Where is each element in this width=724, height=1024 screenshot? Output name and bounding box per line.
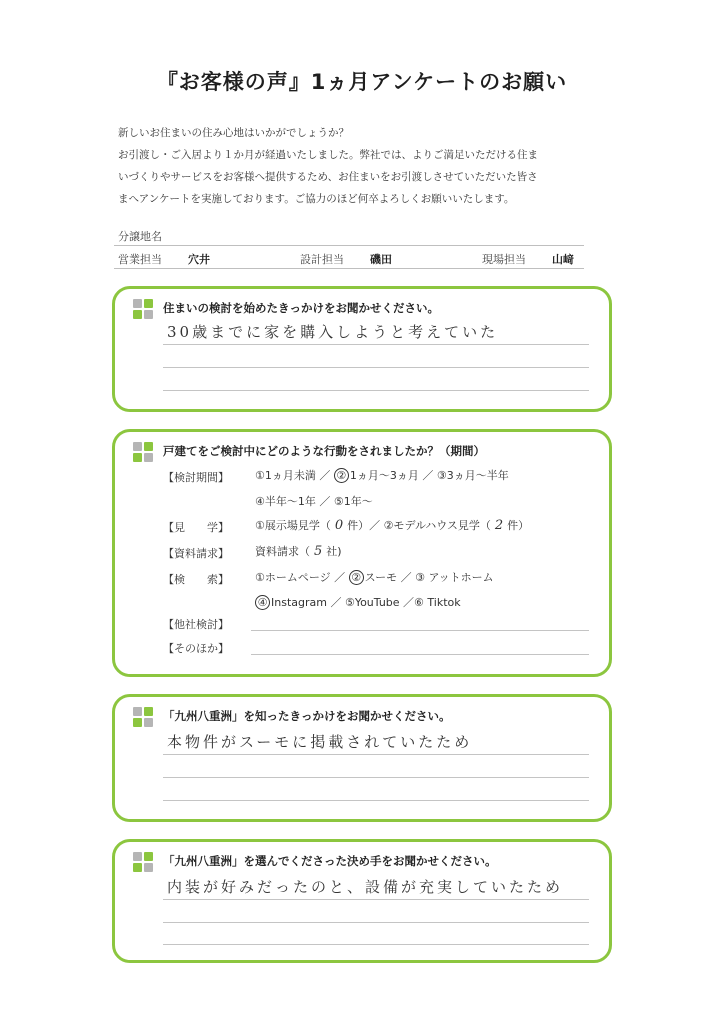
bullet-icon: [133, 299, 153, 319]
site-value: 山﨑: [552, 253, 574, 266]
visit-options: [255, 517, 529, 533]
handwritten-count: 5: [314, 544, 323, 559]
bullet-icon: [133, 707, 153, 727]
period-options-2: ④半年〜1年 ／ ⑤1年〜: [255, 495, 373, 508]
option-text: ①1ヵ月未満 ／: [255, 469, 331, 482]
answer-line: [163, 922, 589, 923]
circled-mark: ②: [349, 570, 364, 585]
answer-line: [163, 754, 589, 755]
materials-options: [255, 543, 342, 559]
visit-label: 【見 学】: [163, 521, 229, 534]
answer-line: [251, 654, 589, 655]
answer-line: [251, 630, 589, 631]
answer-line: [163, 777, 589, 778]
circled-mark: ④: [255, 595, 270, 610]
question-text: 戸建てをご検討中にどのような行動をされましたか？（期間）: [163, 444, 485, 458]
intro-line: いづくりやサービスをお客様へ提供するため、お住まいをお引渡しさせていただいた皆さ: [118, 171, 538, 183]
divider: [114, 268, 584, 269]
subdivision-label: 分譲地名: [118, 230, 162, 243]
option-text: 件）: [507, 519, 530, 532]
bullet-icon: [133, 852, 153, 872]
answer-line: [163, 899, 589, 900]
intro-line: お引渡し・ご入居より１か月が経過いたしました。弊社では、よりご満足いただける住ま: [118, 149, 538, 161]
handwritten-count: 2: [494, 518, 504, 533]
option-text: スーモ ／ ③ アットホーム: [364, 571, 494, 584]
design-label: 設計担当: [300, 253, 344, 266]
answer-line: [163, 367, 589, 368]
handwritten-count: 0: [334, 518, 344, 533]
handwritten-answer: 30歳までに家を購入しようと考えていた: [167, 323, 499, 341]
period-label: 【検討期間】: [163, 471, 229, 484]
option-text: 社): [326, 545, 342, 558]
question-text: 住まいの検討を始めたきっかけをお聞かせください。: [163, 301, 439, 315]
intro-line: 新しいお住まいの住み心地はいかがでしょうか？: [118, 127, 349, 139]
option-text: 件）／ ②モデルハウス見学（: [347, 519, 491, 532]
answer-line: [163, 390, 589, 391]
intro-text: [118, 122, 618, 210]
search-label: 【検 索】: [163, 573, 229, 586]
sales-label: 営業担当: [118, 253, 162, 266]
answer-line: [163, 344, 589, 345]
search-options-2: [255, 594, 461, 610]
handwritten-answer: 本物件がスーモに掲載されていたため: [167, 733, 473, 751]
bullet-icon: [133, 442, 153, 462]
option-text: 資料請求（: [255, 545, 310, 558]
question-text: 「九州八重洲」を知ったきっかけをお聞かせください。: [163, 709, 451, 723]
question-box-3: [112, 694, 612, 822]
question-box-2: [112, 429, 612, 677]
other-label: 【そのほか】: [163, 642, 229, 655]
sales-value: 穴井: [188, 253, 210, 266]
question-box-4: [112, 839, 612, 963]
site-label: 現場担当: [482, 253, 526, 266]
question-box-1: [112, 286, 612, 412]
period-options: [255, 467, 509, 483]
option-text: ①展示場見学（: [255, 519, 331, 532]
other-company-label: 【他社検討】: [163, 618, 229, 631]
handwritten-answer: 内装が好みだったのと、設備が充実していたため: [167, 878, 564, 896]
design-value: 磯田: [370, 253, 392, 266]
materials-label: 【資料請求】: [163, 547, 229, 560]
question-text: 「九州八重洲」を選んでくださった決め手をお聞かせください。: [163, 854, 497, 868]
answer-line: [163, 800, 589, 801]
page-title: 『お客様の声』1ヵ月アンケートのお願い: [156, 70, 568, 94]
option-text: 1ヵ月〜3ヵ月 ／ ③3ヵ月〜半年: [349, 469, 509, 482]
search-options: [255, 569, 494, 585]
divider: [114, 245, 584, 246]
option-text: Instagram ／ ⑤YouTube ／⑥ Tiktok: [271, 596, 461, 609]
option-text: ①ホームページ ／: [255, 571, 346, 584]
answer-line: [163, 944, 589, 945]
circled-mark: ②: [334, 468, 349, 483]
intro-line: まへアンケートを実施しております。ご協力のほど何卒よろしくお願いいたします。: [118, 193, 515, 205]
